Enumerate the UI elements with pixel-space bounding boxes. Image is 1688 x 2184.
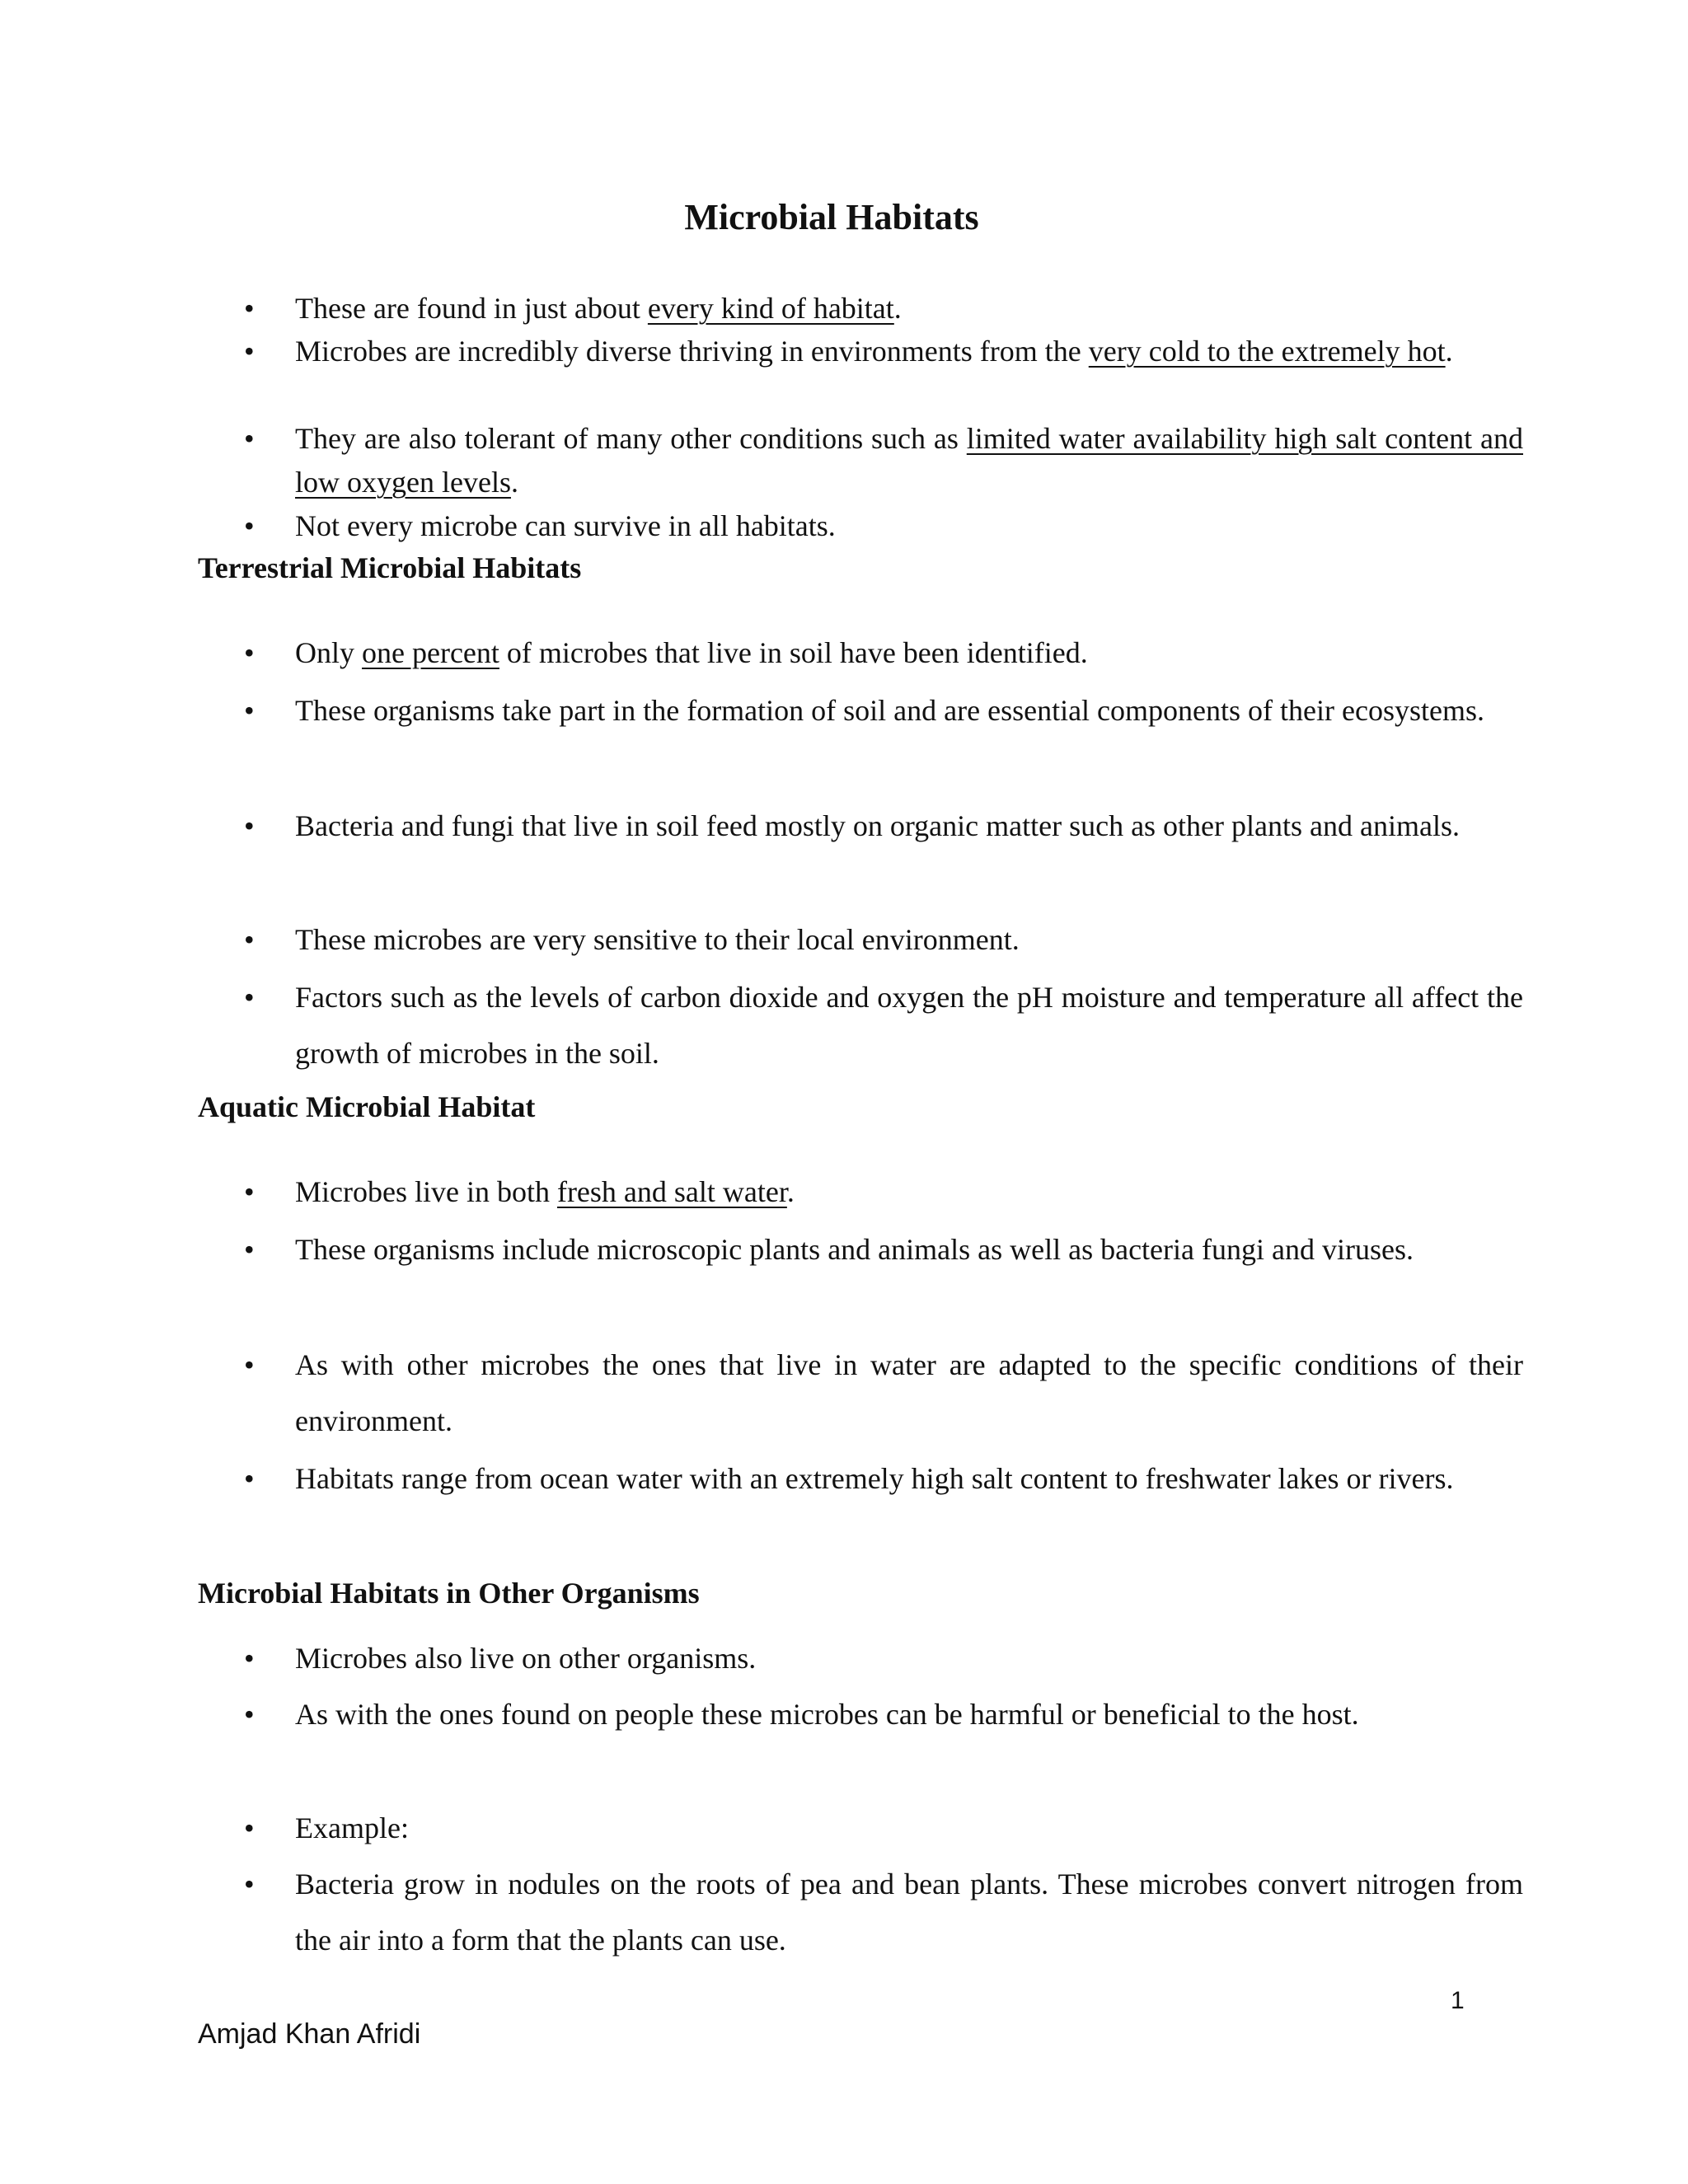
underlined-text: fresh and salt water	[556, 1175, 787, 1208]
bullet-icon: •	[244, 1868, 255, 1900]
bullet-icon: •	[244, 422, 255, 455]
bullet-icon: •	[244, 1811, 255, 1844]
bullet-icon: •	[244, 694, 255, 727]
bullet-icon: •	[244, 923, 255, 956]
page-number: 1	[1451, 1987, 1465, 2014]
section-heading-terrestrial: Terrestrial Microbial Habitats	[198, 551, 582, 584]
author-name: Amjad Khan Afridi	[198, 2018, 421, 2050]
bullet-icon: •	[244, 1233, 255, 1266]
bullet-icon: •	[244, 1348, 255, 1381]
bullet-icon: •	[244, 1698, 255, 1731]
section-heading-aquatic: Aquatic Microbial Habitat	[198, 1090, 536, 1123]
underlined-text: every kind of habitat	[647, 292, 894, 325]
bullet-icon: •	[244, 335, 255, 368]
page-title: Microbial Habitats	[684, 197, 979, 237]
document-page: Microbial Habitats • These are found in just about every kind of habitat. • Microbes are incredibly diverse thriving in environments from the very cold to the extremely hot. • They are also tolerant of many other conditions such as limited water availability high salt content and low oxygen levels. • Not every microbe can survive in all habitats. Terrestrial Microbial Habitats • Only one percent of microbes that live in soil have been identified. • These organisms take part in the formation of soil and are essential components of their ecosystems. • Bacteria and fungi that live in soil feed mostly on organic matter such as other plants and animals. • These microbes are very sensitive to their local environment. • Factors such as the levels of carbon dioxide and oxygen the pH moisture and temperature all affect the growth of microbes in the soil. Aquatic Microbial Habitat • Microbes live in both fresh and salt water. • These organisms include microscopic plants and animals as well as bacteria fungi and viruses. • As with other microbes the ones that live in water are adapted to the specific conditions of their environment. • Habitats range from ocean water with an extremely high salt content to freshwater lakes or rivers. Microbial Habitats in Other Organisms • Microbes also live on other organisms. • As with the ones found on people these microbes can be harmful or beneficial to the host. • Example: • Bacteria grow in nodules on the roots of pea and bean plants. These microbes convert nitrogen from the air into a form that the plants can use. 1 Amjad Khan Afridi	[0, 0, 1688, 2184]
bullet-icon: •	[244, 636, 255, 669]
bullet-icon: •	[244, 1175, 255, 1208]
underlined-text: limited water availability high salt content and low oxygen levels	[295, 422, 1523, 499]
section-heading-other-organisms: Microbial Habitats in Other Organisms	[198, 1577, 700, 1610]
underlined-text: very cold to the extremely hot	[1088, 335, 1446, 368]
bullet-icon: •	[244, 1642, 255, 1675]
bullet-icon: •	[244, 1462, 255, 1495]
bullet-icon: •	[244, 292, 255, 325]
underlined-text: one percent	[362, 636, 499, 669]
bullet-icon: •	[244, 809, 255, 842]
bullet-icon: •	[244, 509, 255, 542]
bullet-icon: •	[244, 981, 255, 1014]
